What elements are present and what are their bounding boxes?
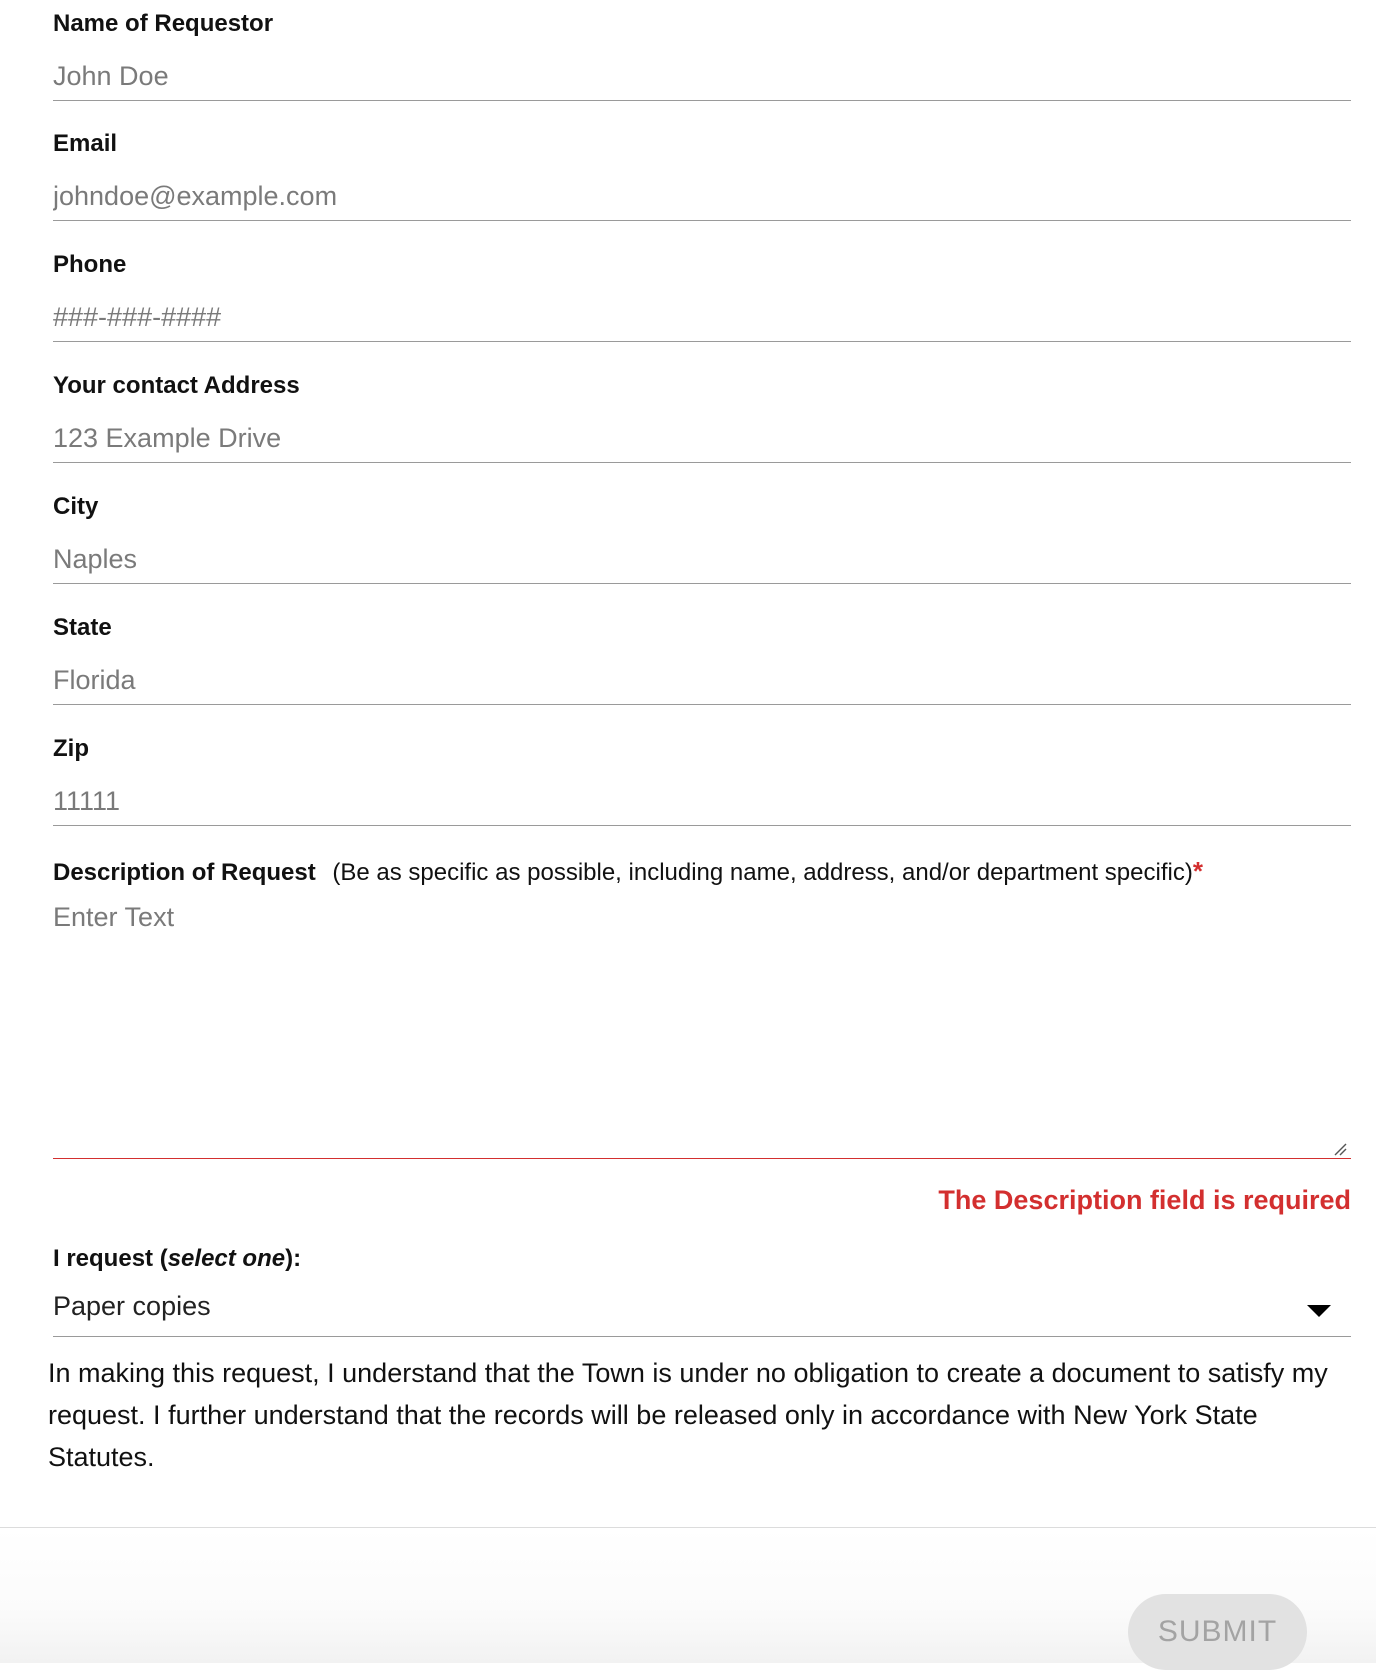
- description-label-hint: (Be as specific as possible, including name, address, and/or department specific): [332, 859, 1193, 886]
- address-input[interactable]: [53, 415, 1351, 463]
- email-label: Email: [53, 130, 118, 157]
- resize-handle-icon[interactable]: [1333, 1142, 1347, 1156]
- description-label-title: Description of Request: [53, 859, 316, 886]
- zip-input[interactable]: [53, 778, 1351, 826]
- request-type-selected-value: Paper copies: [53, 1291, 211, 1321]
- description-error-message: The Description field is required: [938, 1185, 1351, 1215]
- form-footer: [0, 1527, 1376, 1663]
- city-field: [53, 483, 1351, 604]
- phone-input[interactable]: [53, 294, 1351, 342]
- name-field: [53, 0, 1351, 121]
- address-field: [53, 362, 1351, 483]
- request-type-label: [53, 1245, 301, 1273]
- city-label: City: [53, 493, 99, 520]
- city-input[interactable]: [53, 536, 1351, 584]
- caret-down-icon: [1307, 1305, 1331, 1317]
- request-type-label-emphasis: select one: [167, 1245, 286, 1272]
- request-type-label-suffix: ):: [285, 1245, 302, 1272]
- description-label: [53, 856, 1203, 887]
- zip-field: [53, 725, 1351, 846]
- email-field: [53, 120, 1351, 241]
- request-type-field: [53, 1235, 1351, 1337]
- description-textarea[interactable]: [53, 896, 1351, 1159]
- submit-button[interactable]: SUBMIT: [1128, 1594, 1307, 1670]
- email-input[interactable]: [53, 173, 1351, 221]
- disclaimer-text: In making this request, I understand that the Town is under no obligation to create a document to satisfy my request. I further understand that the records will be released only in accordance with New York State Statutes.: [48, 1358, 1328, 1472]
- request-type-label-prefix: I request (: [53, 1245, 168, 1272]
- request-type-select[interactable]: [53, 1287, 1351, 1337]
- records-request-form: [53, 0, 1351, 1321]
- address-label: Your contact Address: [53, 372, 300, 399]
- required-asterisk: *: [1192, 856, 1203, 886]
- description-field: [53, 846, 1351, 1176]
- state-input[interactable]: [53, 657, 1351, 705]
- state-field: [53, 604, 1351, 725]
- name-input[interactable]: [53, 53, 1351, 101]
- zip-label: Zip: [53, 735, 89, 762]
- name-label: Name of Requestor: [53, 10, 274, 37]
- phone-field: [53, 241, 1351, 362]
- phone-label: Phone: [53, 251, 127, 278]
- state-label: State: [53, 614, 112, 641]
